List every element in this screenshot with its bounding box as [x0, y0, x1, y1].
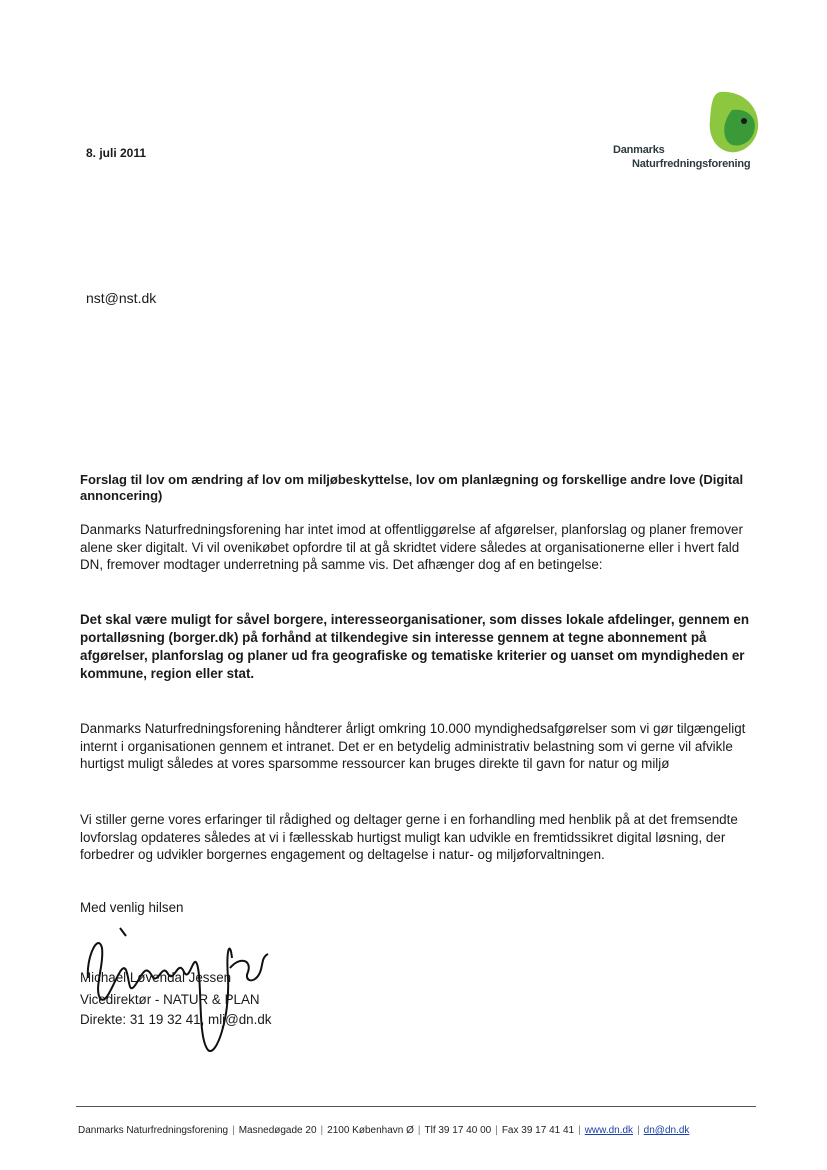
paragraph-1: Danmarks Naturfredningsforening har intet imod at offentliggørelse af afgørelser, planforslag og planer fremover alene sker digitalt. Vi vil ovenikøbet opfordre til at gå skridtet videre således at organisationerne eller i hvert fald DN, fremover modtager underretning på samme vis. Det afhænger dog af en betingelse: [80, 522, 743, 572]
demand-paragraph: Det skal være muligt for såvel borgere, interesseorganisationer, som disses lokale afdelinger, gennem en portalløsning (borger.dk) på forhånd at tilkendegive sin interesse gennem at tegne abonnement på afgørelser, planforslag og planer ud fra geografiske og tematiske kriterier og uanset om myndigheden er kommune, region eller stat. [80, 612, 750, 681]
letter-date: 8. juli 2011 [86, 146, 147, 160]
paragraph-2: Danmarks Naturfredningsforening håndterer årligt omkring 10.000 myndighedsafgørelser som vi gør tilgængeligt internt i organisationen gennem et intranet. Det er en betydelig administrativ belastning som vi gerne vil afvikle hurtigst muligt således at vores sparsomme ressourcer kan bruges direkte til gavn for natur og miljø [80, 721, 746, 771]
signatory-name: Michael Løvendal Jessen [80, 970, 232, 985]
recipient-email: nst@nst.dk [86, 290, 157, 306]
signatory-contact: Direkte: 31 19 32 41, mlj@dn.dk [80, 1012, 272, 1027]
org-name-line2: Naturfredningsforening [632, 158, 751, 170]
org-name-line1: Danmarks [613, 144, 665, 156]
footer-address: Masnedøgade 20 [238, 1125, 317, 1136]
footer-fax: Fax 39 17 41 41 [501, 1125, 575, 1136]
footer-org: Danmarks Naturfredningsforening [78, 1125, 229, 1136]
footer-phone: Tlf 39 17 40 00 [424, 1125, 492, 1136]
signatory-title: Vicedirektør - NATUR & PLAN [80, 992, 260, 1007]
footer-city: 2100 København Ø [327, 1125, 414, 1136]
closing-greeting: Med venlig hilsen [80, 900, 184, 915]
handwritten-signature [80, 918, 280, 1058]
footer-web-link[interactable]: www.dn.dk [584, 1125, 634, 1136]
letter-subject: Forslag til lov om ændring af lov om miljøbeskyttelse, lov om planlægning og forskellige andre love (Digital annoncering) [80, 472, 744, 503]
footer: Danmarks Naturfredningsforening | Masnedøgade 20 | 2100 København Ø | Tlf 39 17 40 00 | Fax 39 17 41 41 | www.dn.dk | dn@dn.dk [78, 1125, 690, 1136]
footer-divider [76, 1106, 756, 1107]
paragraph-3: Vi stiller gerne vores erfaringer til rådighed og deltager gerne i en forhandling med henblik på at det fremsendte lovforslag opdateres således at vi i fællesskab hurtigst muligt kan udvikle en fremtidssikret digital løsning, der forbedrer og udvikler borgernes engagement og deltagelse i natur- og miljøforvaltningen. [80, 812, 738, 862]
footer-email-link[interactable]: dn@dn.dk [643, 1125, 690, 1136]
